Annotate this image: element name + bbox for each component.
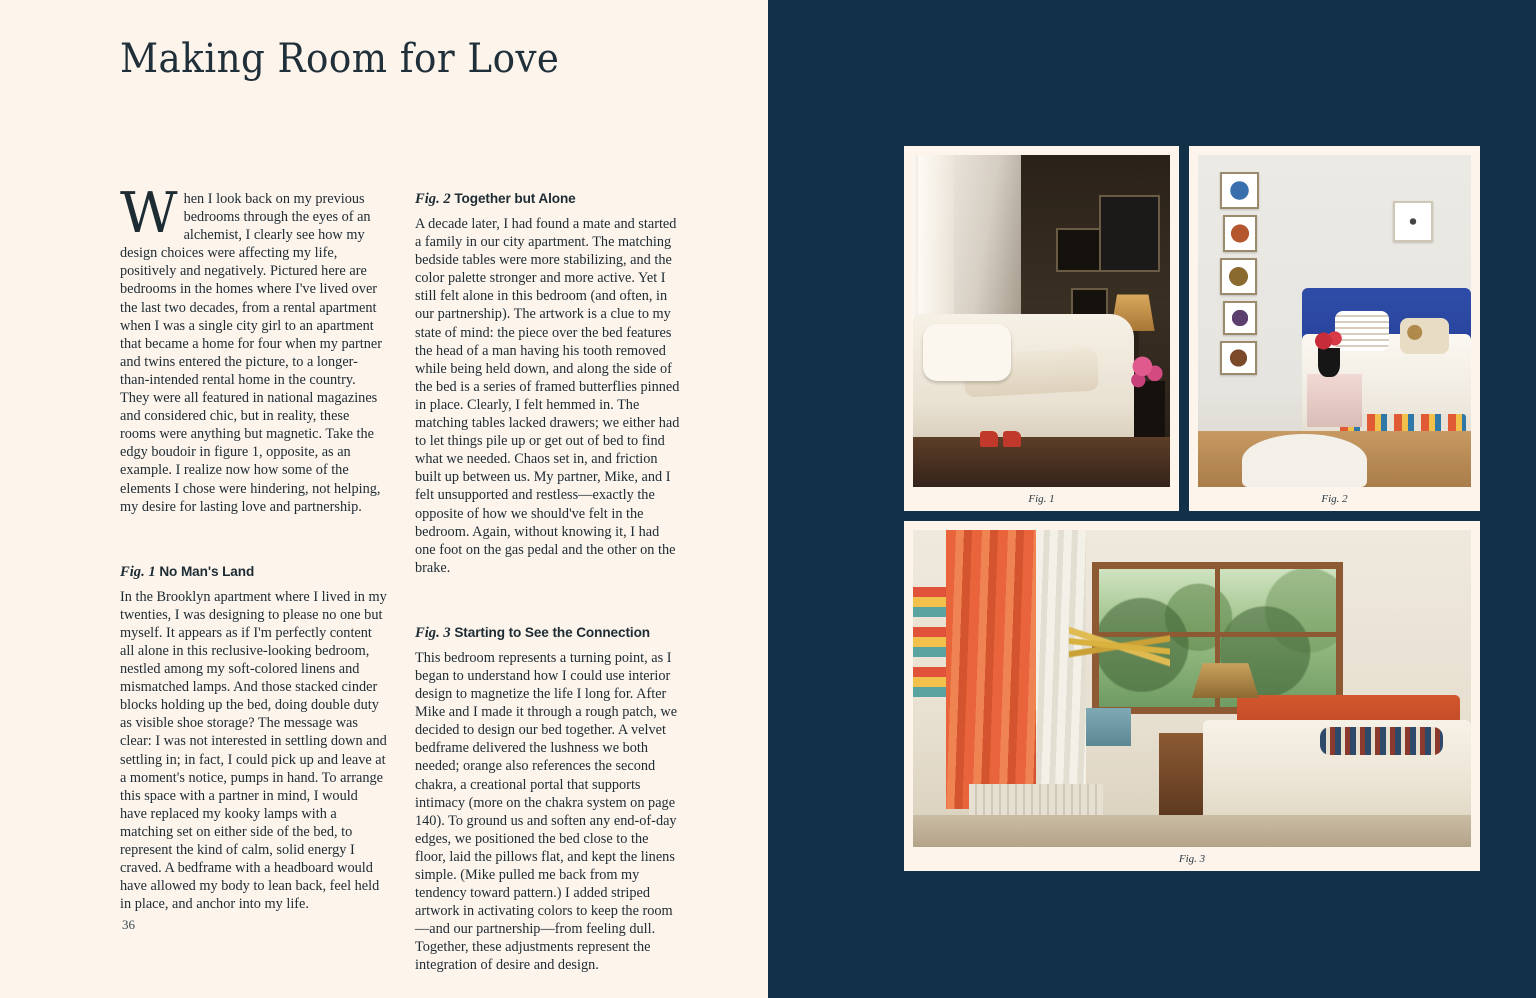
- intro-paragraph: [120, 181, 387, 516]
- section-fig-label: Fig. 3: [415, 624, 451, 641]
- photo-fig2-nightstand: [1307, 374, 1362, 427]
- photo-fig1-flowers: [1126, 348, 1167, 394]
- photo-fig2-frame-2: [1223, 215, 1257, 252]
- page-title: Making Room for Love: [120, 36, 560, 82]
- section-fig1: [120, 563, 387, 914]
- photo-fig3-radiator: [969, 784, 1103, 816]
- photo-fig1-wall-art-1: [1056, 228, 1104, 272]
- figure-caption-1: Fig. 1: [1028, 493, 1055, 505]
- figure-plate-1: [904, 146, 1179, 511]
- text-columns: [120, 181, 682, 975]
- photo-fig3-lamp-shade: [1192, 663, 1259, 698]
- photo-fig1-floor: [913, 437, 1170, 487]
- photo-fig2-pillow-leopard: [1400, 318, 1449, 355]
- right-page: [768, 0, 1536, 998]
- photo-fig1-wall-art-3: [1099, 195, 1160, 272]
- section-title: No Man's Land: [159, 563, 255, 579]
- section-body-fig2: A decade later, I had found a mate and started a family in our city apartment. The matching bedside tables were more stabilizing, and the color palette stronger and more active. Yet I still felt alone in this bedroom (and often, in our partnership). The artwork is a clue to my state of mind: the piece over the bed features the head of a man having his tooth removed while being held down, and along the side of the bed is a series of framed butterflies pinned in place. Clearly, I felt hemmed in. The matching tables lacked drawers; we either had to let things pile up or get out of bed to find what we needed. Chaos set in, and friction built up between us. My partner, Mike, and I felt unsupported and restless—exactly the opposite of how we should've felt in the bedroom. Again, without knowing it, I had one foot on the gas pedal and the other on the brake.: [415, 216, 680, 576]
- photo-fig3: [913, 530, 1471, 847]
- section-body-fig3: This bedroom represents a turning point, as I began to understand how I could use interior design to magnetize the life I long for. After Mike and I made it through a rough patch, we decided to design our bed together. A velvet bedframe delivered the lushness we both needed; orange also references the second chakra, a creational portal that supports intimacy (more on the chakra system on page 140). To ground us and soften any end-of-day edges, we positioned the bed close to the floor, laid the pillows flat, and kept the linens simple. (Mike pulled me back from my tendency toward pattern.) I added striped artwork in activating colors to keep the room—and our partnership—from feeling dull. Together, these adjustments represent the integration of desire and design.: [415, 649, 678, 974]
- section-heading-fig3: [415, 624, 682, 642]
- photo-fig1-shoe-right: [1003, 431, 1021, 448]
- section-heading-fig1: [120, 563, 387, 581]
- figure-plate-3: [904, 521, 1480, 871]
- photo-fig1-shoe-left: [980, 431, 998, 448]
- figure-caption-2: Fig. 2: [1321, 493, 1348, 505]
- photo-fig3-bolster-pillow: [1320, 727, 1443, 756]
- photo-fig2-frame-6: [1393, 201, 1432, 242]
- photo-fig2-frame-5: [1220, 341, 1257, 375]
- page-number: 36: [122, 917, 135, 932]
- section-fig-label: Fig. 1: [120, 563, 156, 580]
- section-fig2: [415, 190, 682, 577]
- photo-fig3-vase: [1086, 708, 1131, 746]
- section-fig3: [415, 624, 682, 975]
- figure-caption-3: Fig. 3: [1178, 853, 1206, 865]
- section-fig-label: Fig. 2: [415, 191, 451, 207]
- photo-fig3-orange-curtain: [946, 530, 1046, 809]
- photo-fig2-frame-1: [1220, 172, 1259, 209]
- column-one: [120, 181, 387, 975]
- intro-text: hen I look back on my previous bedrooms through the eyes of an alchemist, I clearly see how my design choices were affecting my life, positively and negatively. Pictured here are bedrooms in the homes where I've lived over the last two decades, from a rental apartment when I was a single city girl to an apartment that became a home for four when my partner and twins entered the picture, to a longer-than-intended rental home in the country. They were all featured in national magazines and considered chic, but in reality, these rooms were anything but magnetic. Take the edgy boudoir in figure 1, opposite, as an example. I realize now how some of the elements I chose were hindering, not helping, my desire for lasting love and partnership.: [120, 191, 383, 515]
- section-title: Together but Alone: [454, 191, 576, 206]
- section-body-fig1: In the Brooklyn apartment where I lived in my twenties, I was designing to please no one but myself. It appears as if I'm perfectly content all alone in this reclusive-looking bedroom, nestled among my soft-colored linens and mismatched lamps. And those stacked cinder blocks holding up the bed, doing double duty as visible shoe storage? The message was clear: I was not interested in settling down and settling in; in fact, I could pick up and leave at a moment's notice, pumps in hand. To arrange this space with a partner in mind, I would have replaced my kooky lamps with a matching set on either side of the bed, to represent the kind of calm, solid energy I craved. A bedframe with a headboard would have allowed my body to lean back, feel held in place, and anchor into my life.: [120, 588, 387, 913]
- section-heading-fig2: [415, 190, 682, 208]
- photo-fig1: [913, 155, 1170, 487]
- photo-fig2: [1198, 155, 1471, 487]
- drop-cap: W: [120, 181, 178, 246]
- photo-fig3-floor: [913, 815, 1471, 847]
- section-title: Starting to See the Connection: [454, 624, 650, 640]
- photo-fig3-dried-grass: [1069, 574, 1169, 713]
- column-two: [415, 190, 682, 975]
- photo-fig2-roses: [1313, 328, 1348, 355]
- photo-fig2-sheepskin-rug: [1242, 434, 1368, 487]
- photo-fig1-pillow: [923, 324, 1010, 380]
- photo-fig2-frame-4: [1223, 301, 1257, 335]
- photo-fig2-frame-3: [1220, 258, 1257, 295]
- figure-plate-2: [1189, 146, 1480, 511]
